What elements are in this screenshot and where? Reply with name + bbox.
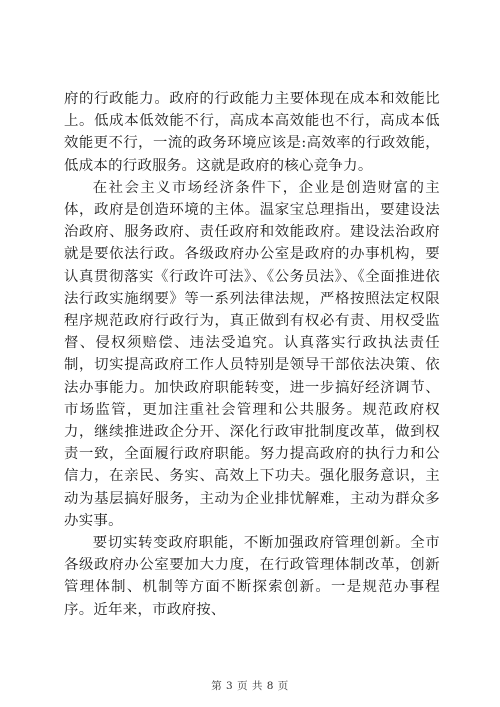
page-number-footer: 第 3 页 共 8 页 (211, 680, 289, 692)
paragraph-function-transformation: 要切实转变政府职能，不断加强政府管理创新。全市各级政府办公室要加大力度，在行政管理体制改革，创新管理体制、机制等方面不断探索创新。一是规范办事程序。近年来，市政府按、 (64, 535, 440, 618)
document-body (64, 88, 440, 621)
paragraph-continuation: 府的行政能力。政府的行政能力主要体现在成本和效能比上。低成本低效能不行，高成本高效能也不行，高成本低效能更不行，一流的政务环境应该是:高效率的行政效能，低成本的行政服务。这就是政府的核心竞争力。 (64, 91, 440, 174)
paragraph-legal-government: 在社会主义市场经济条件下，企业是创造财富的主体，政府是创造环境的主体。温家宝总理指出，要建设法治政府、服务政府、责任政府和效能政府。建设法治政府就是要依法行政。各级政府办公室是政府的办事机构，要认真贯彻落实《行政许可法》、《公务员法》、《全面推进依法行政实施纲要》等一系列法律法规，严格按照法定权限程序规范政府行政行为，真正做到有权必有责、用权受监督、侵权须赔偿、违法受追究。认真落实行政执法责任制，切实提高政府工作人员特别是领导干部依法决策、依法办事能力。加快政府职能转变，进一步搞好经济调节、市场监管，更加注重社会管理和公共服务。规范政府权力，继续推进政企分开、深化行政审批制度改革，做到权责一致，全面履行政府职能。努力提高政府的执行力和公信力，在亲民、务实、高效上下功夫。强化服务意识，主动为基层搞好服务，主动为企业排忧解难，主动为群众多办实事。 (64, 179, 440, 529)
